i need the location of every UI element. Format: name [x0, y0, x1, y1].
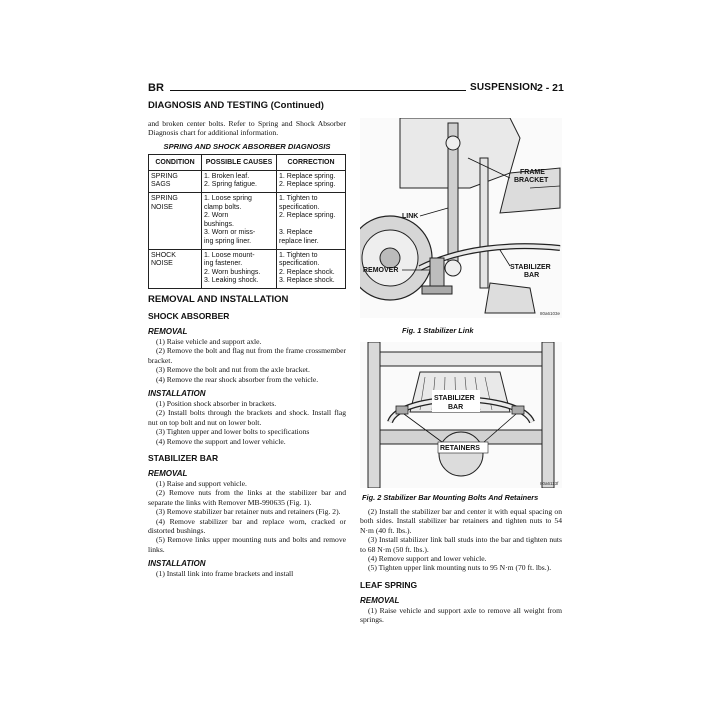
- table-header-causes: POSSIBLE CAUSES: [202, 154, 277, 170]
- procedure-step: (2) Install the stabilizer bar and center it with equal spacing on both sides. Install stabilizer bar retainers and tighten nuts to 54 N·m (40 ft. lbs.).: [360, 507, 562, 535]
- table-cell-line: 1. Tighten to: [279, 251, 318, 259]
- table-cell-line: 3. Leaking shock.: [204, 277, 259, 285]
- table-cell-line: 2. Worn: [204, 212, 229, 220]
- procedure-step: (5) Tighten upper link mounting nuts to 95 N·m (70 ft. lbs.).: [368, 563, 552, 573]
- table-title: SPRING AND SHOCK ABSORBER DIAGNOSIS: [163, 141, 331, 151]
- figure-stabilizer-link: [360, 118, 562, 318]
- shock-removal-steps: [148, 337, 346, 384]
- table-row: [149, 170, 346, 192]
- fig1-code: 80a6103e: [540, 311, 561, 316]
- procedure-step: (1) Raise and support vehicle.: [156, 479, 247, 488]
- fig2-callout-bar: BAR: [448, 404, 464, 411]
- stabilizer-bar-heading: STABILIZER BAR: [148, 453, 219, 463]
- removal-installation-heading: REMOVAL AND INSTALLATION: [148, 293, 289, 305]
- table-cell-line: [279, 221, 343, 230]
- leaf-removal-steps: [360, 606, 562, 625]
- shock-installation-steps: [148, 399, 346, 446]
- table-cell-line: NOISE: [151, 203, 173, 211]
- right-column-text: [360, 507, 562, 625]
- table-cell-line: clamp bolts.: [204, 203, 242, 211]
- table-cell-line: 2. Worn bushings.: [204, 268, 261, 276]
- fig1-callout-stabilizer: STABILIZER: [510, 264, 551, 271]
- procedure-step: (3) Remove the bolt and nut from the axle bracket.: [156, 365, 310, 375]
- table-cell-line: 2. Spring fatigue.: [204, 181, 257, 189]
- table-cell-line: 2. Replace shock.: [279, 268, 335, 276]
- table-cell-causes: [202, 249, 277, 288]
- figure-stabilizer-retainers: [360, 342, 562, 488]
- table-cell-condition: [149, 249, 202, 288]
- intro-paragraph: and broken center bolts. Refer to Spring and Shock Absorber Diagnosis chart for additional information.: [148, 119, 346, 138]
- table-cell-line: 3. Worn or miss-: [204, 229, 256, 237]
- table-cell-line: NOISE: [151, 260, 173, 268]
- procedure-step: (4) Remove stabilizer bar and replace worn, cracked or distorted bushings.: [148, 516, 346, 536]
- shock-removal-label: REMOVAL: [148, 326, 188, 336]
- fig1-callout-bar: BAR: [524, 272, 540, 279]
- table-row: [149, 249, 346, 288]
- table-body: [149, 170, 346, 288]
- table-cell-line: 3. Replace: [279, 229, 313, 237]
- procedure-step: (2) Remove the bolt and flag nut from the frame crossmember bracket.: [148, 346, 346, 365]
- fig1-callout-remover: REMOVER: [363, 267, 399, 274]
- table-cell-line: specification.: [279, 260, 320, 268]
- table-cell-line: bushings.: [204, 220, 234, 228]
- table-cell-causes: [202, 170, 277, 192]
- procedure-step: (4) Remove the rear shock absorber from the vehicle.: [156, 374, 319, 384]
- procedure-step: (3) Tighten upper and lower bolts to specifications: [156, 427, 310, 437]
- table-cell-line: SPRING: [151, 172, 178, 180]
- stabilizer-installation-steps-continued: [360, 507, 562, 573]
- table-header-correction: CORRECTION: [277, 154, 346, 170]
- table-cell-line: 1. Loose mount-: [204, 251, 255, 259]
- table-cell-line: 1. Broken leaf.: [204, 172, 250, 180]
- leaf-spring-heading: LEAF SPRING: [360, 579, 418, 590]
- table-cell-line: 1. Tighten to: [279, 195, 318, 202]
- procedure-step: (1) Install link into frame brackets and install: [156, 569, 294, 579]
- fig2-code: 80a6113f: [540, 481, 559, 486]
- procedure-step: (2) Remove nuts from the links at the stabilizer bar and separate the links with Remover MB-990635 (Fig. 1).: [148, 488, 346, 507]
- procedure-step: (1) Raise vehicle and support axle to remove all weight from springs.: [360, 605, 562, 625]
- table-cell-line: replace liner.: [279, 237, 319, 245]
- table-row: [149, 193, 346, 250]
- procedure-step: (3) Install stabilizer link ball studs into the bar and tighten nuts to 68 N·m (50 ft. lbs.).: [360, 535, 562, 554]
- fig1-caption: Fig. 1 Stabilizer Link: [402, 326, 474, 335]
- table-cell-line: 1. Loose spring: [204, 195, 252, 202]
- fig1-callout-bracket: BRACKET: [514, 177, 549, 184]
- procedure-step: (4) Remove support and lower vehicle.: [368, 554, 487, 564]
- procedure-step: (2) Install bolts through the brackets and shock. Install flag nut on top bolt and nut on lower bolt.: [148, 408, 346, 427]
- header-section: SUSPENSION: [470, 82, 538, 93]
- table-cell-correction: [277, 249, 346, 288]
- table-cell-correction: [277, 193, 346, 250]
- diagnosis-table: [148, 154, 346, 289]
- procedure-step: (5) Remove links upper mounting nuts and bolts and remove links.: [148, 535, 346, 554]
- stabilizer-removal-steps: [148, 479, 346, 554]
- stabilizer-installation-label: INSTALLATION: [148, 559, 206, 569]
- table-cell-line: 2. Replace spring.: [279, 181, 336, 189]
- left-column: [148, 100, 346, 579]
- table-cell-line: ing fastener.: [204, 260, 243, 268]
- procedure-step: (1) Raise vehicle and support axle.: [156, 336, 262, 346]
- table-cell-line: SHOCK: [151, 251, 176, 259]
- table-cell-correction: [277, 170, 346, 192]
- shock-installation-label: INSTALLATION: [148, 388, 206, 398]
- header-model: BR: [148, 82, 164, 94]
- procedure-step: (1) Position shock absorber in brackets.: [156, 398, 277, 408]
- table-cell-line: SAGS: [151, 181, 171, 189]
- stabilizer-installation-steps: [148, 569, 346, 578]
- header-rule: [170, 90, 466, 91]
- continued-heading: DIAGNOSIS AND TESTING (Continued): [148, 100, 324, 111]
- table-cell-condition: [149, 193, 202, 250]
- header-page-number: 2 - 21: [537, 82, 564, 94]
- table-cell-line: 3. Replace shock.: [279, 277, 335, 285]
- table-cell-line: ing spring liner.: [204, 237, 252, 245]
- fig1-callout-link: LINK: [402, 213, 419, 220]
- fig2-caption: Fig. 2 Stabilizer Bar Mounting Bolts And Retainers: [362, 493, 539, 502]
- table-cell-line: 1. Replace spring.: [279, 172, 336, 180]
- fig2-callout-stabilizer: STABILIZER: [434, 395, 475, 402]
- stabilizer-removal-label: REMOVAL: [148, 469, 188, 478]
- table-cell-line: specification.: [279, 203, 320, 211]
- table-cell-causes: [202, 193, 277, 250]
- table-header-condition: CONDITION: [149, 154, 202, 170]
- table-cell-condition: [149, 170, 202, 192]
- leaf-removal-label: REMOVAL: [360, 595, 400, 605]
- procedure-step: (3) Remove stabilizer bar retainer nuts and retainers (Fig. 2).: [156, 507, 341, 517]
- shock-absorber-heading: SHOCK ABSORBER: [148, 310, 230, 321]
- table-header-row: [149, 154, 346, 170]
- fig2-callout-retainers: RETAINERS: [440, 445, 480, 452]
- table-cell-line: SPRING: [151, 195, 178, 202]
- table-cell-line: 2. Replace spring.: [279, 212, 336, 220]
- fig1-callout-frame: FRAME: [520, 169, 545, 176]
- procedure-step: (4) Remove the support and lower vehicle.: [156, 436, 286, 446]
